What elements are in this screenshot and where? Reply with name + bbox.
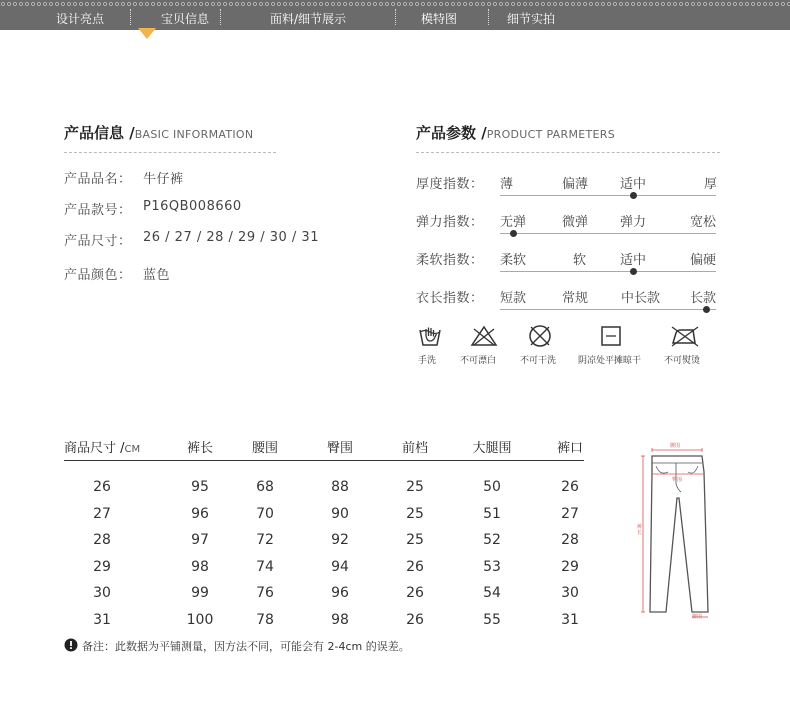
param-option: 软 xyxy=(573,253,587,268)
measure-cell: 29 xyxy=(561,558,579,575)
measure-cell: 74 xyxy=(256,558,274,575)
param-option: 常规 xyxy=(562,291,589,306)
measure-cell: 97 xyxy=(191,532,209,548)
measure-cell: 100 xyxy=(186,611,214,628)
param-option: 弹力 xyxy=(620,215,647,230)
measure-cell: 76 xyxy=(256,585,274,601)
param-option: 厚 xyxy=(704,177,718,192)
size-column-header: 臀围 xyxy=(326,441,353,456)
info-row-style-number xyxy=(64,199,364,217)
measure-cell: 27 xyxy=(561,505,579,522)
care-instructions xyxy=(414,324,734,374)
measure-cell: 88 xyxy=(331,479,349,495)
measure-cell: 54 xyxy=(483,585,501,601)
measure-cell: 51 xyxy=(483,505,501,522)
no-iron-icon xyxy=(670,325,700,347)
info-value: 蓝色 xyxy=(143,268,171,283)
no-dry-clean-icon xyxy=(528,324,552,348)
product-params-title-text: 产品参数 / xyxy=(416,124,487,142)
nav-tab-design-highlights[interactable]: 设计亮点 xyxy=(56,12,105,26)
info-label: 产品款号： xyxy=(64,203,132,218)
param-label: 厚度指数： xyxy=(416,177,484,192)
diagram-label-hem: 脚围 xyxy=(692,614,703,620)
size-header-unit: CM xyxy=(124,444,141,455)
warning-icon xyxy=(64,637,78,651)
measure-cell: 25 xyxy=(406,532,424,548)
measure-cell: 55 xyxy=(483,611,501,628)
diagram-label-waist: 腰围 xyxy=(670,443,681,449)
measure-cell: 78 xyxy=(256,611,274,628)
size-column-header: 前档 xyxy=(401,441,428,456)
param-option: 长款 xyxy=(690,291,717,306)
info-label: 产品尺寸： xyxy=(64,234,132,249)
param-selected-marker xyxy=(510,230,517,237)
nav-separator xyxy=(395,9,397,25)
product-params-title xyxy=(416,122,615,143)
measure-cell: 96 xyxy=(191,505,209,522)
measure-cell: 26 xyxy=(406,558,424,575)
size-column-header: 裤长 xyxy=(186,441,213,456)
active-tab-pointer-icon xyxy=(138,28,156,39)
measure-cell: 92 xyxy=(331,532,349,548)
measure-cell: 96 xyxy=(331,585,349,601)
size-cell: 29 xyxy=(93,558,111,575)
product-info-title xyxy=(64,122,253,143)
info-value: 牛仔裤 xyxy=(143,172,184,187)
nav-tab-product-info[interactable]: 宝贝信息 xyxy=(161,12,210,26)
info-value: P16QB008660 xyxy=(143,199,242,214)
info-value: 26 / 27 / 28 / 29 / 30 / 31 xyxy=(143,230,319,245)
param-option: 偏硬 xyxy=(690,253,717,268)
product-info-title-text: 产品信息 / xyxy=(64,124,135,142)
pants-outline-icon xyxy=(632,436,728,620)
product-params-subtitle: PRODUCT PARMETERS xyxy=(486,128,615,141)
param-option: 短款 xyxy=(500,291,527,306)
size-column-header: 大腿围 xyxy=(472,441,512,456)
param-scale-line xyxy=(500,271,716,272)
size-cell: 28 xyxy=(93,532,111,548)
measure-cell: 30 xyxy=(561,585,579,601)
param-scale-line xyxy=(500,195,716,196)
size-cell: 27 xyxy=(93,505,111,522)
no-bleach-icon xyxy=(470,325,498,347)
nav-tab-detail-photos[interactable]: 细节实拍 xyxy=(507,12,556,26)
nav-tab-fabric-details[interactable]: 面料/细节展示 xyxy=(270,12,347,26)
product-info-subtitle: BASIC INFORMATION xyxy=(134,128,254,141)
param-selected-marker xyxy=(630,192,637,199)
size-table-header-rule xyxy=(64,460,584,461)
product-info-divider xyxy=(64,152,276,153)
param-scale-line xyxy=(500,309,716,310)
param-option: 柔软 xyxy=(500,253,527,268)
measure-cell: 72 xyxy=(256,532,274,548)
info-label: 产品品名： xyxy=(64,172,132,187)
param-option: 中长款 xyxy=(621,291,661,306)
param-option: 无弹 xyxy=(500,215,527,230)
dry-flat-shade-icon xyxy=(600,325,622,347)
measure-cell: 26 xyxy=(561,479,579,495)
param-label: 柔软指数： xyxy=(416,253,484,268)
chain-border-decoration xyxy=(0,2,790,6)
param-label: 弹力指数： xyxy=(416,215,484,230)
measure-cell: 31 xyxy=(561,611,579,628)
measure-cell: 52 xyxy=(483,532,501,548)
param-option: 适中 xyxy=(620,177,647,192)
nav-separator xyxy=(130,9,132,25)
measure-cell: 68 xyxy=(256,479,274,495)
size-column-header: 裤口 xyxy=(556,441,583,456)
care-label: 手洗 xyxy=(418,356,437,366)
size-header-label: 商品尺寸 / xyxy=(64,441,125,456)
care-label: 不可干洗 xyxy=(520,356,557,366)
product-params-divider xyxy=(416,152,720,153)
size-table-header-first xyxy=(64,437,140,456)
param-selected-marker xyxy=(630,268,637,275)
top-nav-bar xyxy=(0,0,790,30)
measure-cell: 94 xyxy=(331,558,349,575)
measure-cell: 70 xyxy=(256,505,274,522)
nav-separator xyxy=(488,9,490,25)
nav-tab-model-photos[interactable]: 模特图 xyxy=(421,12,458,26)
measure-cell: 26 xyxy=(406,611,424,628)
pants-measurement-diagram xyxy=(632,436,728,620)
diagram-label-length: 裤长 xyxy=(637,524,643,536)
measure-cell: 99 xyxy=(191,585,209,601)
measure-cell: 95 xyxy=(191,479,209,495)
param-label: 衣长指数： xyxy=(416,291,484,306)
measurement-note: 备注：此数据为平铺测量，因方法不同，可能会有 2-4cm 的误差。 xyxy=(82,640,410,653)
param-option: 偏薄 xyxy=(562,177,589,192)
measure-cell: 53 xyxy=(483,558,501,575)
size-cell: 26 xyxy=(93,479,111,495)
care-label: 不可熨烫 xyxy=(664,356,701,366)
diagram-label-hip: 臀围 xyxy=(672,477,683,483)
measure-cell: 98 xyxy=(331,611,349,628)
measure-cell: 26 xyxy=(406,585,424,601)
info-row-sizes xyxy=(64,230,364,248)
measure-cell: 25 xyxy=(406,479,424,495)
param-scale-line xyxy=(500,233,716,234)
nav-separator xyxy=(220,9,222,25)
care-label: 阴凉处平摊晾干 xyxy=(578,356,642,366)
info-label: 产品颜色： xyxy=(64,268,132,283)
measure-cell: 25 xyxy=(406,505,424,522)
info-row-name xyxy=(64,168,364,186)
param-option: 薄 xyxy=(500,177,514,192)
care-label: 不可漂白 xyxy=(460,356,497,366)
param-selected-marker xyxy=(703,306,710,313)
param-option: 宽松 xyxy=(690,215,717,230)
measure-cell: 90 xyxy=(331,505,349,522)
info-row-color xyxy=(64,264,364,282)
hand-wash-icon xyxy=(418,324,442,348)
measure-cell: 98 xyxy=(191,558,209,575)
size-cell: 31 xyxy=(93,611,111,628)
size-cell: 30 xyxy=(93,585,111,601)
size-column-header: 腰围 xyxy=(251,441,278,456)
measure-cell: 28 xyxy=(561,532,579,548)
param-option: 微弹 xyxy=(562,215,589,230)
measure-cell: 50 xyxy=(483,479,501,495)
param-option: 适中 xyxy=(620,253,647,268)
